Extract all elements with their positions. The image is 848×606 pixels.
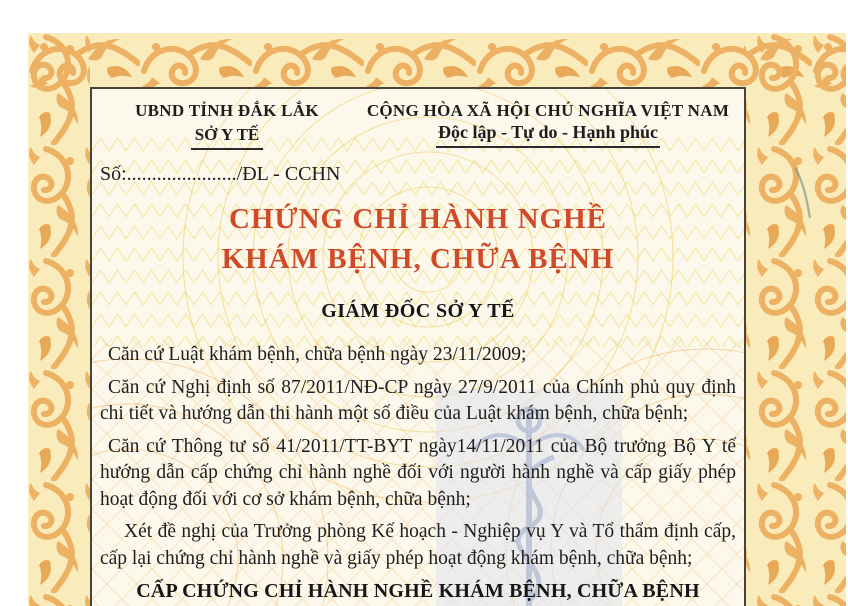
legal-basis-paragraph: Căn cứ Nghị định số 87/2011/NĐ-CP ngày 27/9/2011 của Chính phủ quy định chi tiết và hướng dẫn thi hành một số điều của Luật khám bệnh, chữa bệnh; — [100, 376, 736, 424]
national-motto-block — [356, 101, 744, 150]
certificate-inner-frame — [90, 87, 746, 606]
issuer-block — [92, 101, 356, 150]
certificate-number-line: Số:....................../ĐL - CCHN — [100, 163, 341, 185]
certificate-title-line2: KHÁM BỆNH, CHỮA BỆNH — [221, 243, 615, 275]
legal-basis-section — [100, 342, 736, 605]
legal-basis-paragraph: Căn cứ Luật khám bệnh, chữa bệnh ngày 23/11/2009; — [108, 344, 527, 365]
certificate-title-line1: CHỨNG CHỈ HÀNH NGHỀ — [228, 203, 608, 235]
certificate-page — [28, 33, 846, 606]
national-motto: Độc lập - Tự do - Hạnh phúc — [436, 122, 660, 148]
proposal-paragraph: Xét đề nghị của Trưởng phòng Kế hoạch - Nghiệp vụ Y và Tổ thẩm định cấp, cấp lại chứng chỉ hành nghề và giấy phép hoạt động khám bệnh, chữa bệnh; — [100, 521, 736, 569]
document-header — [92, 101, 744, 150]
decision-line: CẤP CHỨNG CHỈ HÀNH NGHỀ KHÁM BỆNH, CHỮA BỆNH — [136, 580, 700, 602]
issuer-department: SỞ Y TẾ — [191, 124, 264, 150]
authority-heading: GIÁM ĐỐC SỞ Y TẾ — [321, 300, 515, 322]
legal-basis-paragraph: Căn cứ Thông tư số 41/2011/TT-BYT ngày14/11/2011 của Bộ trưởng Bộ Y tế hướng dẫn cấp chứng chỉ hành nghề đối với người hành nghề và cấp giấy phép hoạt động đối với cơ sở khám bệnh, chữa bệnh; — [100, 435, 736, 510]
issuer-name: UBND TỈNH ĐẮK LẮK — [135, 101, 319, 120]
republic-name: CỘNG HÒA XÃ HỘI CHỦ NGHĨA VIỆT NAM — [366, 101, 730, 120]
certificate-title — [92, 199, 744, 279]
